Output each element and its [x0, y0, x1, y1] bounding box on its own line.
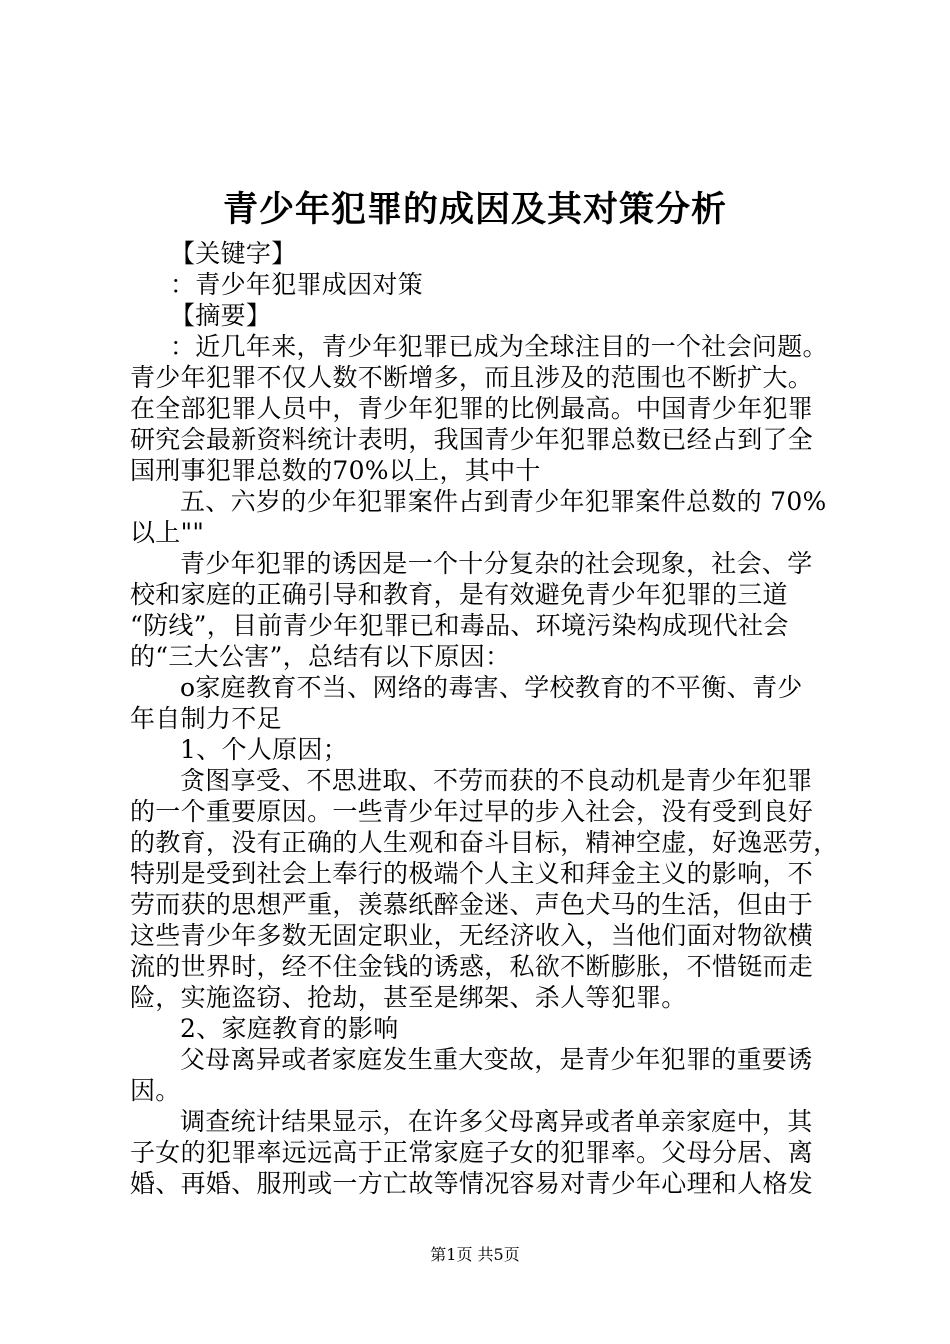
text-line: “防线”，目前青少年犯罪已和毒品、环境污染构成现代社会 — [130, 611, 789, 640]
text-line: 研究会最新资料统计表明，我国青少年犯罪总数已经占到了全 — [130, 425, 814, 454]
text-line: 因。 — [130, 1076, 181, 1105]
page-footer: 第1页 共5页 — [430, 1245, 520, 1264]
text-line: 五、六岁的少年犯罪案件占到青少年犯罪案件总数的 70% — [180, 487, 827, 516]
text-line: 校和家庭的正确引导和教育，是有效避免青少年犯罪的三道 — [130, 580, 788, 609]
text-line: 青少年犯罪不仅人数不断增多，而且涉及的范围也不断扩大。 — [130, 363, 814, 392]
text-line: 险，实施盗窃、抢劫，甚至是绑架、杀人等犯罪。 — [130, 983, 687, 1012]
text-line: 年自制力不足 — [130, 704, 282, 733]
text-line: 的教育，没有正确的人生观和奋斗目标，精神空虚，好逸恶劳， — [130, 828, 839, 857]
text-line: 特别是受到社会上奉行的极端个人主义和拜金主义的影响，不 — [130, 859, 814, 888]
text-line: ：近几年来，青少年犯罪已成为全球注目的一个社会问题。 — [170, 332, 828, 361]
text-line: 【摘要】 — [170, 301, 272, 330]
text-line: 【关键字】 — [170, 239, 297, 268]
document-title: 青少年犯罪的成因及其对策分析 — [222, 189, 727, 230]
text-line: 流的世界时，经不住金钱的诱惑，私欲不断膨胀，不惜铤而走 — [130, 952, 814, 981]
text-line: 的一个重要原因。一些青少年过早的步入社会，没有受到良好 — [130, 797, 814, 826]
text-line: 劳而获的思想严重，羡慕纸醉金迷、声色犬马的生活，但由于 — [130, 890, 814, 919]
text-line: 贪图享受、不思进取、不劳而获的不良动机是青少年犯罪 — [180, 766, 813, 795]
text-line: 以上"" — [130, 518, 205, 547]
text-line: 的“三大公害”，总结有以下原因： — [130, 642, 511, 671]
text-line: 1、个人原因； — [180, 735, 349, 764]
text-line: 国刑事犯罪总数的70%以上，其中十 — [130, 456, 541, 485]
document-body — [130, 238, 850, 1199]
text-line: 这些青少年多数无固定职业，无经济收入，当他们面对物欲横 — [130, 921, 814, 950]
text-line: 父母离异或者家庭发生重大变故，是青少年犯罪的重要诱 — [180, 1045, 813, 1074]
text-line: 在全部犯罪人员中，青少年犯罪的比例最高。中国青少年犯罪 — [130, 394, 814, 423]
text-line: ：青少年犯罪成因对策 — [170, 270, 424, 299]
text-line: 婚、再婚、服刑或一方亡故等情况容易对青少年心理和人格发 — [130, 1169, 814, 1198]
text-line: 子女的犯罪率远远高于正常家庭子女的犯罪率。父母分居、离 — [130, 1138, 814, 1167]
text-line: 调查统计结果显示，在许多父母离异或者单亲家庭中，其 — [180, 1107, 813, 1136]
text-line: 2、家庭教育的影响 — [180, 1014, 399, 1043]
text-line: 青少年犯罪的诱因是一个十分复杂的社会现象，社会、学 — [180, 549, 813, 578]
text-line: o家庭教育不当、网络的毒害、学校教育的不平衡、青少 — [180, 673, 803, 702]
